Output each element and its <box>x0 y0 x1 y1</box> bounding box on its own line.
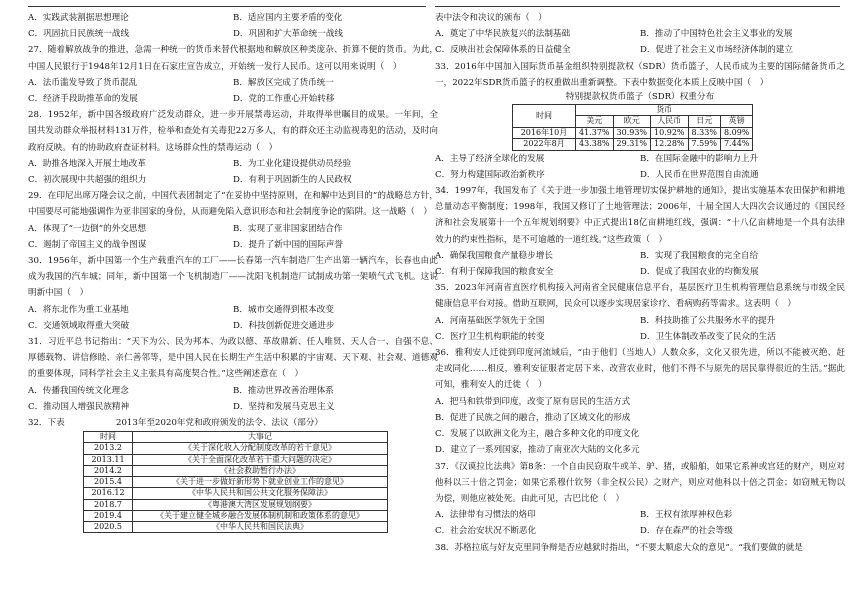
option-b: B．促进了民族之间的融合，推动了区域文化的形成 <box>435 412 631 423</box>
option-a: A．主导了经济全球化的发展 <box>435 153 545 164</box>
table-cell-event: 《关于深化收入分配制度改革的若干意见》 <box>133 443 388 454</box>
option-c: C．发展了以欧洲文化为主，融合多种文化的印度文化 <box>435 429 640 440</box>
table-header-time: 时间 <box>84 432 133 443</box>
q35-stem: 35．2023年河南省直医疗机构接入河南省全民健康信息平台，基层医疗卫生机构管理信息系统与市级全民健康信息平台对接。借助互联网，民众可以逐步实现居家诊疗、看病购药等需求。这表明（ ） <box>435 283 845 310</box>
option-a: A．法律带有习惯法的烙印 <box>435 510 536 521</box>
option-d: D．存在森严的社会等级 <box>640 526 733 537</box>
option-c: C．遏制了帝国主义的战争图谋 <box>28 239 147 250</box>
table-row <box>513 127 753 138</box>
right-top-rule <box>435 6 840 7</box>
table-cell-event: 《关于建立健全城乡融合发展体制机制和政策体系的意见》 <box>133 510 388 521</box>
option-d: D．有利于巩固新生的人民政权 <box>233 175 352 186</box>
option-d: D．提升了新中国的国际声誉 <box>233 239 344 250</box>
table-cell-time: 2013.11 <box>84 454 133 465</box>
option-d: D．促进了社会主义市场经济体制的建立 <box>640 45 793 56</box>
q33-stem: 33．2016年中国加入国际货币基金组织特别提款权（SDR）货币篮子，人民币成为主要的国际储备货币之一，2022年SDR货币篮子的权重做出重新调整。下表中数据变化本质上反映中国（ ） <box>435 61 845 88</box>
table-header-row <box>513 105 753 116</box>
option-b: B．实现了亚非国家团结合作 <box>233 223 343 234</box>
q31-options <box>28 383 438 415</box>
table-cell-value: 30.93% <box>613 127 651 138</box>
option-c: C．推动国人增强民族精神 <box>28 401 130 412</box>
table-header-row <box>84 432 388 443</box>
q38-stem: 38．苏格拉底与好友克里同争辩是否应越狱时指出，“不要太顺虑大众的意见”。“我们要做的就是 <box>435 542 803 553</box>
q34-options <box>435 248 845 280</box>
q29-stem: 29．在印尼出席万隆会议之前，中国代表团制定了“在妥协中坚持原则，在和解中达到目的”的战略总方针，中国要尽可能地强调作为亚非国家的身份，从而避免陷入意识形态和社会制度争论的陷阱。这一战略（ ） <box>28 191 438 218</box>
table-cell-value: 7.59% <box>688 139 720 150</box>
table-row <box>84 477 388 488</box>
table-row <box>84 488 388 499</box>
option-c: C．社会治安状况不断恶化 <box>435 526 537 537</box>
table-cell-time: 2016.12 <box>84 488 133 499</box>
q32-caption-row <box>28 415 438 431</box>
table-cell-value: 7.44% <box>720 139 752 150</box>
table-cell-value: 8.09% <box>720 127 752 138</box>
q30-stem: 30．1956年，新中国第一个生产载重汽车的工厂——长春第一汽车制造厂生产出第一辆汽车，长春也由此成为我国的汽车城；同年，新中国第一个飞机制造厂——沈阳飞机制造厂试制成功第一架喷气式飞机。这说明新中国（ ） <box>28 256 438 299</box>
option-b: B．实现了我国粮食的完全自给 <box>640 250 759 261</box>
q33-sdr-table <box>512 104 753 151</box>
q36-options <box>435 394 845 459</box>
table-header-time: 时间 <box>513 105 576 128</box>
option-c: C．巩固抗日民族统一战线 <box>28 29 130 40</box>
q33-table-caption: 特别提款权货币篮子（SDR）权重分布 <box>565 92 715 103</box>
left-top-rule <box>28 6 426 7</box>
option-a: A．把马和铁带到印度，改变了原有居民的生活方式 <box>435 396 631 407</box>
table-header-currency: 货币 <box>576 105 753 116</box>
table-cell-time: 2022年8月 <box>513 139 576 150</box>
q31-stem: 31．习近平总书记指出：“天下为公、民为邦本、为政以德、革故鼎新、任人唯贤、天人合一、自强不息、厚德载物、讲信修睦、亲仁善邻等，是中国人民在长期生产生活中积累的宇宙观、天下观、社会观、道德观的重要体现，同科学社会主义主张具有高度契合性。”这些阐述意在（ ） <box>28 337 438 380</box>
table-cell-event: 《粤港澳大湾区发展规划纲要》 <box>133 499 388 510</box>
table-cell-event: 《社会救助暂行办法》 <box>133 465 388 476</box>
q26-options <box>28 10 438 42</box>
option-a: A．法币滥发导致了货币混乱 <box>28 77 138 88</box>
option-a: A．助推各地深入开展土地改革 <box>28 158 146 169</box>
q37-options <box>435 507 845 539</box>
option-d: D．促成了我国农业的均衡发展 <box>640 267 759 278</box>
table-row <box>84 521 388 532</box>
table-cell-time: 2018.7 <box>84 499 133 510</box>
table-cell-time: 2014.2 <box>84 465 133 476</box>
table-cell-value: 43.38% <box>576 139 614 150</box>
table-row <box>84 443 388 454</box>
currency-jpy: 日元 <box>688 116 720 127</box>
q28-options <box>28 156 438 188</box>
q32-options <box>435 26 845 58</box>
table-row <box>84 465 388 476</box>
option-c: C．经济手段助推革命的发展 <box>28 94 138 105</box>
q29-options <box>28 221 438 253</box>
table-row <box>84 454 388 465</box>
table-header-event: 大事记 <box>133 432 388 443</box>
option-b: B．为工业化建设提供动员经验 <box>233 158 352 169</box>
option-c: C．反映出社会保障体系的日益健全 <box>435 45 571 56</box>
table-cell-time: 2020.5 <box>84 521 133 532</box>
option-b: B．推动了中国特色社会主义事业的发展 <box>640 29 793 40</box>
table-cell-event: 《关于进一步做好新形势下就业创业工作的意见》 <box>133 477 388 488</box>
q32-table <box>83 431 388 533</box>
option-d: D．人民币在世界范围自由流通 <box>640 169 759 180</box>
table-cell-event: 《中华人民共和国民法典》 <box>133 521 388 532</box>
option-c: C．有利于保障我国的粮食安全 <box>435 267 554 278</box>
option-b: B．王权有浓厚神权色彩 <box>640 510 733 521</box>
table-cell-value: 10.92% <box>651 127 689 138</box>
currency-gbp: 英镑 <box>720 116 752 127</box>
option-c: C．努力构建国际政治新秩序 <box>435 169 545 180</box>
table-cell-time: 2016年10月 <box>513 127 576 138</box>
table-row <box>84 499 388 510</box>
option-b: B．解放区完成了货币统一 <box>233 77 334 88</box>
table-cell-event: 《关于全面深化改革若干重大问题的决定》 <box>133 454 388 465</box>
option-a: A．将东北作为重工业基地 <box>28 304 129 315</box>
option-b: B．城市交通得到根本改变 <box>233 304 334 315</box>
q32-stem-tail: 表中法令和决议的颁布（ ） <box>435 13 547 23</box>
option-b: B．在国际金融中的影响力上升 <box>640 153 759 164</box>
option-b: B．推动世界改善治理体系 <box>233 385 334 396</box>
currency-cny: 人民币 <box>651 116 689 127</box>
q27-stem: 27．随着解放战争的推进，急需一种统一的货币来替代根据地和解放区种类庞杂、折算不便的货币。为此，中国人民银行于1948年12月1日在石家庄宣告成立，开始统一发行人民币。这可以用来说明（ ） <box>28 45 438 72</box>
table-cell-time: 2015.4 <box>84 477 133 488</box>
option-d: D．建立了一系列国家，推动了南亚次大陆的文化多元 <box>435 445 640 456</box>
table-cell-time: 2019.4 <box>84 510 133 521</box>
q28-stem: 28．1952年，新中国各级政府广泛发动群众，进一步开展禁毒运动，并取得举世瞩目的成果。一年间，全国共发动群众举报材料131万件，检举和查处有关毒犯22万多人，有的群众还主动监视毒犯的活动，及时向政府反映。有的协助政府查证材料。这场群众性的禁毒运动（ ） <box>28 110 438 153</box>
option-c: C．初次展现中共超强的组织力 <box>28 175 147 186</box>
option-b: B．科技助推了公共服务水平的提升 <box>640 315 776 326</box>
option-d: D．巩固和扩大革命统一战线 <box>233 29 344 40</box>
table-cell-value: 41.37% <box>576 127 614 138</box>
q32-table-caption: 2013年至2020年党和政府颁发的法令、法议（部分） <box>116 418 324 429</box>
q37-stem: 37．《汉谟拉比法典》第8条：一个自由民窃取牛或羊、驴、猪，或船舶，如果它系神或宫廷的财产，则应对他科以三十倍之罚金；如果它系穆什钦努（非全权公民）之财产，则应对他科以十倍之罚金；如窃贼无物以为偿，则他应被处死。由此可见，古巴比伦（ ） <box>435 461 845 504</box>
option-a: A．体现了“一边倒”的外交思想 <box>28 223 147 234</box>
table-cell-value: 8.33% <box>688 127 720 138</box>
currency-eur: 欧元 <box>613 116 651 127</box>
right-column <box>435 10 845 556</box>
table-cell-value: 29.31% <box>613 139 651 150</box>
currency-usd: 美元 <box>576 116 614 127</box>
option-d: D．坚持和发展马克思主义 <box>233 401 335 412</box>
option-d: D．党的工作重心开始转移 <box>233 94 335 105</box>
option-c: C．医疗卫生机构职能的转变 <box>435 331 545 342</box>
q34-stem: 34．1997年，我国发布了《关于进一步加强土地管理切实保护耕地的通知》，提出实施基本农田保护和耕地总量动态平衡制度；1998年，我国又修订了土地管理法；2006年，十届全国人大四次会议通过的《国民经济和社会发展第十一个五年规划纲要》中正式提出18亿亩耕地红线，强调：“十八亿亩耕地是一个具有法律效力的约束性指标，是不可逾越的一道红线。”这些政策（ ） <box>435 186 845 245</box>
option-b: B．适应国内主要矛盾的变化 <box>233 13 343 23</box>
table-cell-time: 2013.2 <box>84 443 133 454</box>
table-row <box>84 510 388 521</box>
left-column <box>28 10 438 533</box>
option-a: A．传播我国传统文化理念 <box>28 385 129 396</box>
q30-options <box>28 302 438 334</box>
option-a: A．奠定了中华民族复兴的法制基础 <box>435 29 571 40</box>
table-cell-event: 《中华人民共和国公共文化服务保障法》 <box>133 488 388 499</box>
option-c: C．交通领域取得重大突破 <box>28 320 130 331</box>
option-d: D．卫生体制改革改变了民众的生活 <box>640 331 776 342</box>
table-row <box>513 139 753 150</box>
option-d: D．科技创新促进交通进步 <box>233 320 335 331</box>
q35-options <box>435 313 845 345</box>
q36-stem: 36．雅利安人迁徙到印度河流域后，“由于他们（当地人）人数众多，文化又很先进，所以不能被灭绝、赶走或同化……相反，雅利安征服者定居下来、改营农业时，他们不得不与原先的居民靠得很近的生活。”据此可知，雅利安人的迁徙（ ） <box>435 348 845 391</box>
option-a: A．确保我国粮食产量稳步增长 <box>435 250 553 261</box>
q32-lead: 32．下表 <box>28 418 65 429</box>
option-a: A．河南基础医学领先于全国 <box>435 315 545 326</box>
q27-options <box>28 75 438 107</box>
option-a: A．实践武装割据思想理论 <box>28 13 129 23</box>
q33-options <box>435 151 845 183</box>
table-cell-value: 12.28% <box>651 139 689 150</box>
